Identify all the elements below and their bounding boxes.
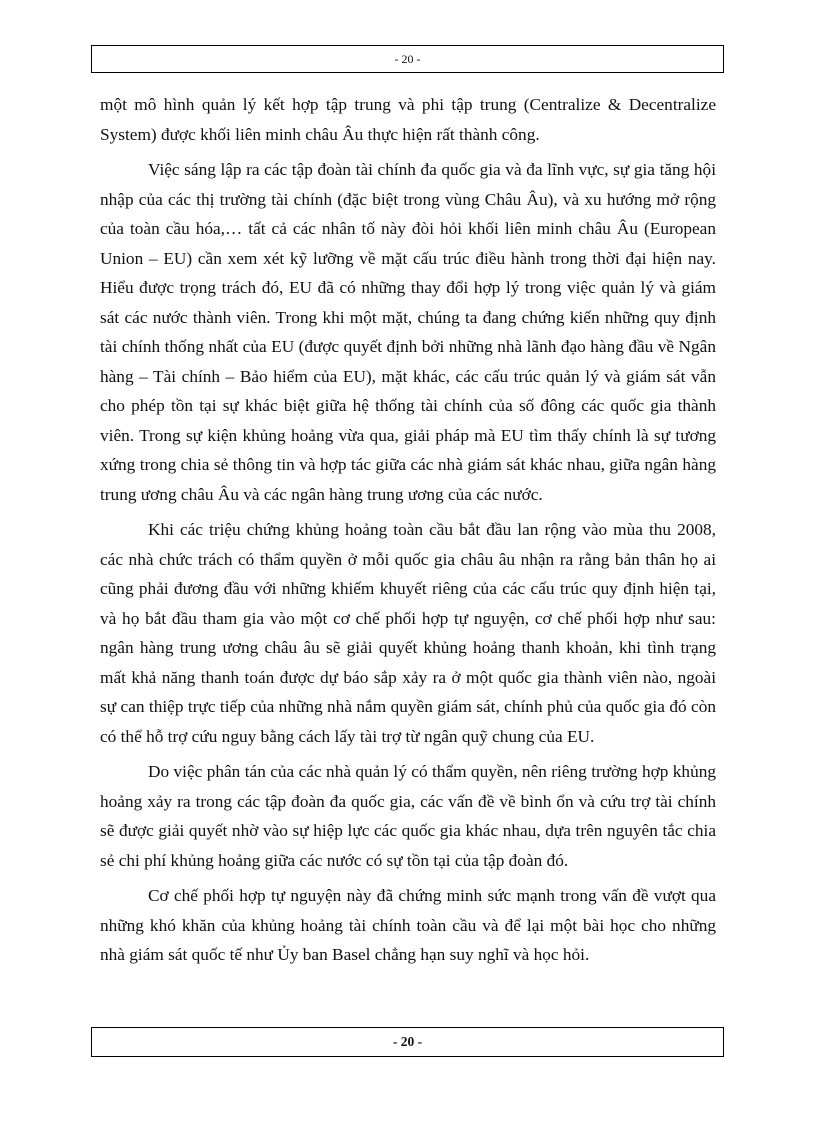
header-page-number: - 20 -	[394, 52, 421, 66]
footer-page-number: - 20 -	[392, 1034, 423, 1049]
page-footer	[91, 1027, 724, 1057]
paragraph-2: Việc sáng lập ra các tập đoàn tài chính đa quốc gia và đa lĩnh vực, sự gia tăng hội nhập của các thị trường tài chính (đặc biệt trong vùng Châu Âu), và xu hướng mở rộng của toàn cầu hóa,… tất cả các nhân tố này đòi hỏi khối liên minh châu Âu (European Union – EU) cần xem xét kỹ lưỡng về mặt cấu trúc điều hành trong thời đại hiện nay. Hiểu được trọng trách đó, EU đã có những thay đổi hợp lý trong việc quản lý và giám sát các nước thành viên. Trong khi một mặt, chúng ta đang chứng kiến những quy định tài chính thống nhất của EU (được quyết định bởi những nhà lãnh đạo hàng đầu về Ngân hàng – Tài chính – Bảo hiểm của EU), mặt khác, các cấu trúc quản lý và giám sát vẫn cho phép tồn tại sự khác biệt giữa hệ thống tài chính của số đông các quốc gia thành viên. Trong sự kiện khủng hoảng vừa qua, giải pháp mà EU tìm thấy chính là sự tương xứng trong chia sẻ thông tin và hợp tác giữa các nhà giám sát khác nhau, giữa ngân hàng trung ương châu Âu và các ngân hàng trung ương của các nước.	[100, 160, 716, 504]
paragraph-4: Do việc phân tán của các nhà quản lý có thẩm quyền, nên riêng trường hợp khủng hoảng xảy ra trong các tập đoàn đa quốc gia, các vấn đề về bình ổn và cứu trợ tài chính sẽ được giải quyết nhờ vào sự hiệp lực các quốc gia khác nhau, dựa trên nguyên tắc chia sẻ chi phí khủng hoảng giữa các nước có sự tồn tại của tập đoàn đó.	[100, 762, 716, 870]
page-header	[91, 45, 724, 73]
document-body	[100, 90, 716, 970]
paragraph-3: Khi các triệu chứng khủng hoảng toàn cầu bắt đầu lan rộng vào mùa thu 2008, các nhà chức trách có thẩm quyền ở mỗi quốc gia châu âu nhận ra rằng bản thân họ ai cũng phải đương đầu với những khiếm khuyết riêng của các cấu trúc quy định hiện tại, và họ bắt đầu tham gia vào một cơ chế phối hợp tự nguyện, cơ chế phối hợp như sau: ngân hàng trung ương châu âu sẽ giải quyết khủng hoảng thanh khoản, khi tình trạng mất khả năng thanh toán được dự báo sắp xảy ra ở một quốc gia thành viên nào, ngoài sự can thiệp trực tiếp của những nhà nắm quyền giám sát, chính phủ của quốc gia đó còn có thể hỗ trợ cứu nguy bằng cách lấy tài trợ từ ngân quỹ chung của EU.	[100, 520, 716, 746]
paragraph-5: Cơ chế phối hợp tự nguyện này đã chứng minh sức mạnh trong vấn đề vượt qua những khó khăn của khủng hoảng tài chính toàn cầu và để lại một bài học cho những nhà giám sát quốc tế như Ủy ban Basel chẳng hạn suy nghĩ và học hỏi.	[100, 886, 716, 964]
paragraph-1: một mô hình quản lý kết hợp tập trung và phi tập trung (Centralize & Decentralize System) được khối liên minh châu Âu thực hiện rất thành công.	[100, 95, 716, 144]
